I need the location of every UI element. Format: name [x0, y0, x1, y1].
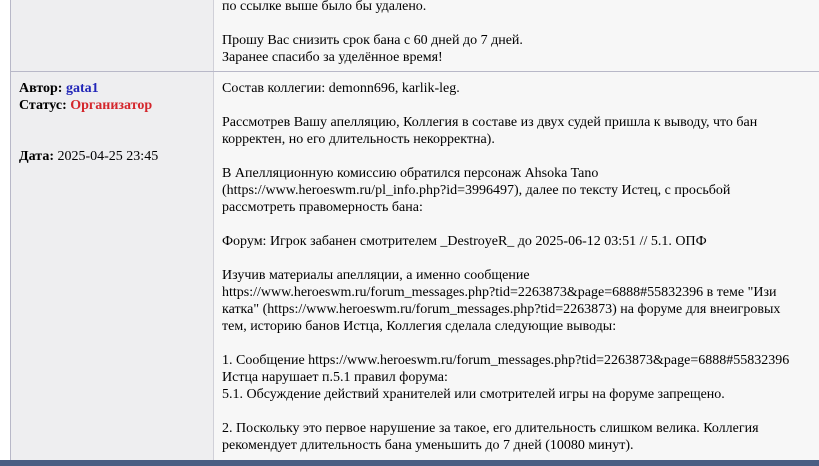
post-text-cell [214, 72, 819, 460]
post-line: Рассмотрев Вашу апелляцию, Коллегия в составе из двух судей пришла к выводу, что бан [222, 115, 758, 130]
previous-post-line: Заранее спасибо за уделённое время! [222, 50, 443, 65]
previous-post-text-cell [214, 0, 819, 71]
date-label: Дата: [19, 149, 54, 164]
post-line: Форум: Игрок забанен смотрителем _DestroyeR_ до 2025-06-12 03:51 // 5.1. ОПФ [222, 234, 707, 249]
post-line: 1. Сообщение https://www.heroeswm.ru/forum_messages.php?tid=2263873&page=6888#55832396 [222, 353, 790, 368]
author-name-link[interactable]: gata1 [65, 81, 99, 96]
post-line: Истца нарушает п.5.1 правил форума: [222, 370, 448, 385]
post-author-cell [11, 72, 214, 460]
forum-thread-table [10, 0, 819, 466]
post-line: Изучив материалы апелляции, а именно сообщение [222, 268, 530, 283]
post-line: В Апелляционную комиссию обратился персонаж Ahsoka Tano [222, 166, 599, 181]
previous-post-row [11, 0, 819, 72]
date-line [19, 148, 158, 165]
post-line: https://www.heroeswm.ru/forum_messages.php?tid=2263873&page=6888#55832396 в теме "Изи [222, 285, 777, 300]
previous-post-line: Прошу Вас снизить срок бана с 60 дней до 7 дней. [222, 33, 523, 48]
post-line: тем, историю банов Истца, Коллегия сделала следующие выводы: [222, 319, 617, 334]
post-line: корректен, но его длительность некорректна). [222, 132, 495, 147]
next-row-header-bar [0, 460, 819, 466]
previous-post-author-cell [11, 0, 214, 71]
page-margin [0, 0, 10, 466]
status-line [19, 97, 152, 114]
status-label: Статус: [19, 98, 67, 113]
post-line: 5.1. Обсуждение действий хранителей или смотрителей игры на форуме запрещено. [222, 387, 725, 402]
post-row [11, 72, 819, 460]
post-line: катка" (https://www.heroeswm.ru/forum_messages.php?tid=2263873) на форуме для внеигровых [222, 302, 781, 317]
author-label: Автор: [19, 81, 63, 96]
post-line: (https://www.heroeswm.ru/pl_info.php?id=3996497), далее по тексту Истец, с просьбой [222, 183, 731, 198]
post-line: Состав коллегии: demonn696, karlik-leg. [222, 81, 460, 96]
status-value: Организатор [70, 98, 153, 113]
post-line: рассмотреть правомерность бана: [222, 200, 423, 215]
post-line: 2. Поскольку это первое нарушение за такое, его длительность слишком велика. Коллегия [222, 421, 759, 436]
previous-post-line: по ссылке выше было бы удалено. [222, 0, 427, 14]
author-line [19, 80, 99, 97]
post-line: рекомендует длительность бана уменьшить до 7 дней (10080 минут). [222, 438, 634, 453]
date-value: 2025-04-25 23:45 [57, 149, 159, 164]
